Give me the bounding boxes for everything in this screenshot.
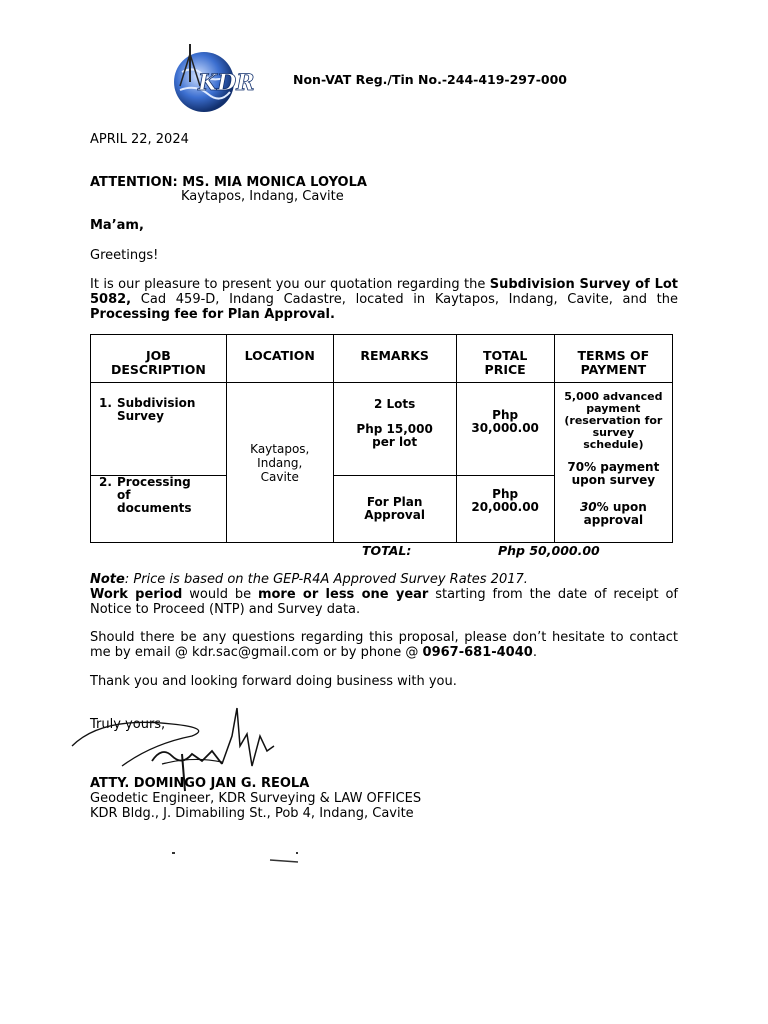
job-cell-2 [91,476,227,543]
terms-advance: 5,000 advanced payment (reservation for survey schedule) [564,390,663,451]
svg-text:KDR: KDR [198,70,255,96]
price-value: Php 30,000.00 [471,408,539,435]
remarks-rate: Php 15,000 per lot [356,422,433,449]
remarks-cell-1 [333,383,456,476]
location-text: Kaytapos, Indang, Cavite [250,441,310,484]
price-cell-1 [456,383,554,476]
quotation-table [90,334,673,543]
remarks-cell-2 [333,476,456,543]
job-cell-1 [91,383,227,476]
signatory-address: KDR Bldg., J. Dimabiling St., Pob 4, Indang, Cavite [90,806,414,821]
closing-line: Truly yours, [90,717,166,732]
greeting: Greetings! [90,248,159,263]
terms-approval [555,487,672,527]
signatory-title: Geodetic Engineer, KDR Surveying & LAW OFFICES [90,791,422,806]
scan-artifact [170,850,310,870]
header-total-price: TOTAL PRICE [456,335,554,383]
price-cell-2 [456,476,554,543]
recipient-address: Kaytapos, Indang, Cavite [181,189,344,204]
table-row [91,383,673,476]
total-label: TOTAL: [362,543,412,558]
attention-line: ATTENTION: MS. MIA MONICA LOYOLA [90,175,367,190]
remarks-lots: 2 Lots [373,397,416,411]
letter-date: APRIL 22, 2024 [90,132,189,147]
header-remarks: REMARKS [333,335,456,383]
header-location: LOCATION [226,335,333,383]
table-header-row [91,335,673,383]
signatory-name: ATTY. DOMINGO JAN G. REOLA [90,776,310,791]
header-job-description: JOB DESCRIPTION [91,335,227,383]
job-number: 1. [99,396,112,410]
terms-approval-pct: 30 [579,500,597,514]
salutation: Ma’am, [90,218,144,233]
kdr-logo [168,42,255,116]
job-number: 2. [99,475,112,489]
remarks-plan: For Plan Approval [364,495,425,522]
terms-cell [554,383,672,543]
intro-paragraph: It is our pleasure to present you our quotation regarding the Subdivision Survey of Lot 5082, Cad 459-D, Indang Cadastre, located in Kaytapos, Indang, Cavite, and the Processing fee for Plan Approval. [90,277,678,322]
thanks-line: Thank you and looking forward doing business with you. [90,674,457,689]
note-paragraph: Note: Price is based on the GEP-R4A Approved Survey Rates 2017. Work period would be more or less one year starting from the date of receipt of Notice to Proceed (NTP) and Survey data. [90,572,678,617]
total-value: Php 50,000.00 [498,543,600,558]
location-cell [226,383,333,543]
terms-approval-text: % upon approval [583,500,647,527]
price-value: Php 20,000.00 [471,487,539,514]
header-terms: TERMS OF PAYMENT [554,335,672,383]
job-label: Subdivision Survey [117,396,196,423]
contact-paragraph: Should there be any questions regarding this proposal, please don’t hesitate to contact me by email @ kdr.sac@gmail.com or by phone @ 0967-681-4040. [90,630,678,660]
job-label: Processing of documents [117,475,192,515]
tin-number: Non-VAT Reg./Tin No.-244-419-297-000 [293,72,567,87]
terms-survey: 70% payment upon survey [567,460,660,487]
